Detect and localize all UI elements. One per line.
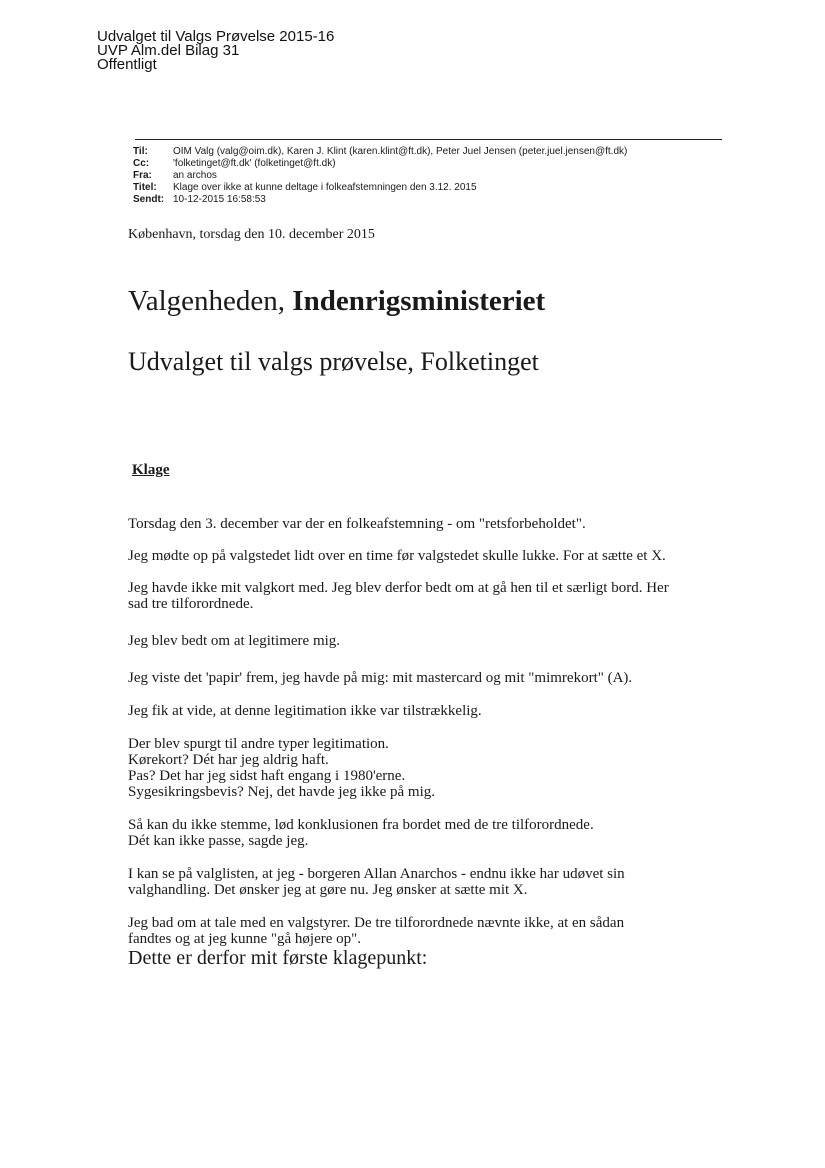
- til-label: Til:: [133, 146, 148, 157]
- paragraph-10-line-1: Jeg bad om at tale med en valgstyrer. De tre tilforordnede nævnte ikke, at en sådan: [128, 915, 625, 931]
- paragraph-10: [128, 915, 728, 947]
- paragraph-8: [128, 817, 728, 849]
- email-header: [133, 146, 627, 206]
- sendt-label: Sendt:: [133, 194, 165, 205]
- heading-recipient-1: [128, 284, 728, 318]
- first-complaint-point: Dette er derfor mit første klagepunkt:: [128, 947, 428, 969]
- paragraph-7-line-3: Pas? Det har jeg sidst haft engang i 1980'erne.: [128, 768, 406, 784]
- paragraph-3: [128, 580, 728, 612]
- paragraph-3-line-2: sad tre tilforordnede.: [128, 596, 254, 612]
- paragraph-8-line-2: Dét kan ikke passe, sagde jeg.: [128, 833, 309, 849]
- sendt-value: 10-12-2015 16:58:53: [173, 194, 266, 205]
- header-row-til: [133, 146, 627, 158]
- paragraph-8-line-1: Så kan du ikke stemme, lød konklusionen fra bordet med de tre tilforordnede.: [128, 817, 594, 833]
- paragraph-9-line-2: valghandling. Det ønsker jeg at gøre nu. Jeg ønsker at sætte mit X.: [128, 882, 528, 898]
- fra-label: Fra:: [133, 170, 152, 181]
- paragraph-3-line-1: Jeg havde ikke mit valgkort med. Jeg blev derfor bedt om at gå hen til et særligt bord. Her: [128, 580, 669, 596]
- fra-value: an archos: [173, 170, 217, 181]
- paragraph-10-line-2: fandtes og at jeg kunne "gå højere op".: [128, 931, 362, 947]
- section-title: Klage: [132, 462, 170, 478]
- header-row-fra: [133, 170, 627, 182]
- heading1-bold: Indenrigsministeriet: [292, 285, 546, 317]
- header-row-cc: [133, 158, 627, 170]
- paragraph-9: [128, 866, 728, 898]
- letter-body: [128, 226, 728, 969]
- cc-label: Cc:: [133, 158, 150, 169]
- paragraph-7: [128, 736, 728, 800]
- dateline: København, torsdag den 10. december 2015: [128, 227, 375, 242]
- stamp-reference: UVP Alm.del Bilag 31: [97, 42, 240, 59]
- header-divider: [135, 139, 722, 140]
- paragraph-6: Jeg fik at vide, at denne legitimation ikke var tilstrækkelig.: [128, 703, 482, 719]
- paragraph-4: Jeg blev bedt om at legitimere mig.: [128, 633, 341, 649]
- document-stamp: [97, 30, 334, 72]
- paragraph-7-line-4: Sygesikringsbevis? Nej, det havde jeg ikke på mig.: [128, 784, 436, 800]
- paragraph-9-line-1: I kan se på valglisten, at jeg - borgeren Allan Anarchos - endnu ikke har udøvet sin: [128, 866, 625, 882]
- heading-recipient-2: Udvalget til valgs prøvelse, Folketinget: [128, 347, 539, 376]
- titel-value: Klage over ikke at kunne deltage i folkeafstemningen den 3.12. 2015: [173, 182, 477, 193]
- paragraph-7-line-1: Der blev spurgt til andre typer legitimation.: [128, 736, 389, 752]
- paragraph-1: Torsdag den 3. december var der en folkeafstemning - om "retsforbeholdet".: [128, 516, 586, 532]
- stamp-status: Offentligt: [97, 56, 157, 73]
- til-value: OIM Valg (valg@oim.dk), Karen J. Klint (karen.klint@ft.dk), Peter Juel Jensen (peter.juel.jensen@ft.dk): [173, 146, 628, 157]
- header-row-sendt: [133, 194, 627, 206]
- titel-label: Titel:: [133, 182, 157, 193]
- paragraph-7-line-2: Kørekort? Dét har jeg aldrig haft.: [128, 752, 329, 768]
- header-row-titel: [133, 182, 627, 194]
- cc-value: 'folketinget@ft.dk' (folketinget@ft.dk): [173, 158, 336, 169]
- paragraph-5: Jeg viste det 'papir' frem, jeg havde på mig: mit mastercard og mit "mimrekort" (A).: [128, 670, 633, 686]
- stamp-committee: Udvalget til Valgs Prøvelse 2015-16: [97, 28, 335, 45]
- heading1-regular: Valgenheden,: [128, 285, 293, 317]
- paragraph-2: Jeg mødte op på valgstedet lidt over en time før valgstedet skulle lukke. For at sætte et X.: [128, 548, 666, 564]
